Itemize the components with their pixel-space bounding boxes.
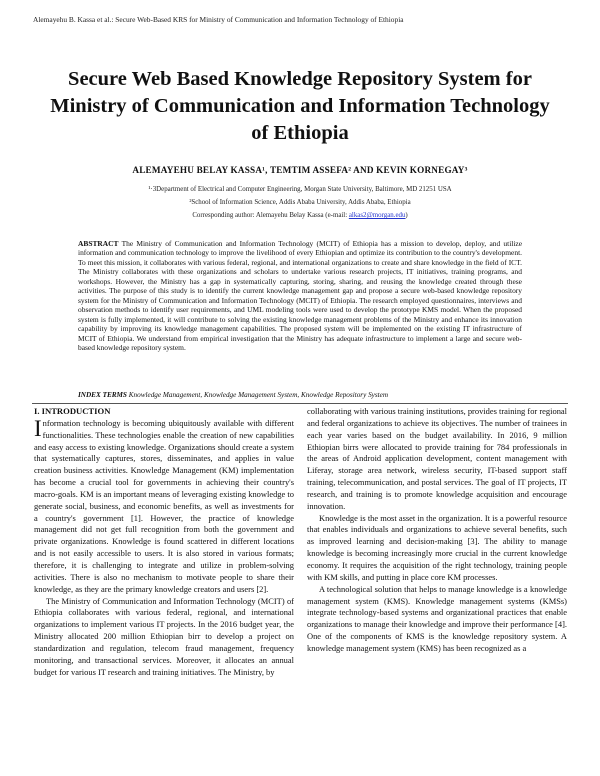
corresponding-author [40,211,560,221]
intro-paragraph-3: collaborating with various training institutions, provides training for regional and federal organizations to achieve its objectives. The number of trainees in each year varies based on the budget availability. In 2016, 9 million Ethiopian birrs were allocated to provide training for 784 professionals in the areas of Android application development, content management with Liferay, storage area network, wireless security, IT-based support staff training, telecommunication, and postal services. The goal of IT projects, IT research, and training is to promote knowledge acquisition and encourage innovation. [307,406,567,511]
right-column [307,406,567,655]
section-heading: I. INTRODUCTION [34,406,111,416]
abstract [78,239,522,352]
drop-cap: I [34,415,42,441]
paper-title: Secure Web Based Knowledge Repository System for Ministry of Communication and Information Technology of Ethiopia [50,68,550,144]
abstract-text: The Ministry of Communication and Information Technology (MCIT) of Ethiopia has a mission to develop, deploy, and utilize information and communication technology to improve the livelihood of every Ethiopian and optimize its contribution to the country's development. To meet this mission, it collaborates with various federal, regional, and international organizations to create and share knowledge in the field of ICT. The Ministry collaborates with these organizations and scholars to undertake various research projects, IT initiatives, training programs, and workshops. However, the Ministry has a gap in systematically capturing, storing, sharing, and reusing the knowledge created through these activities. The purpose of this study is to identify the current knowledge management gap and propose a secure web-based knowledge repository system for the Ministry of Communication and Information Technology (MCIT) of Ethiopia. The research employed questionnaires, interviews and observation methods to identify user requirements, and UML modeling tools were used to develop the prototype KMS model. When the proposed system is fully implemented, it will contribute to solving the existing knowledge management problems of the Ministry and enhance its innovation capability by improving its knowledge management capabilities. The proposed system will be implemented on the existing IT infrastructure of MCIT of Ethiopia. We understand from empirical investigation that the Ministry has adequate infrastructure to implement a large and secure web-based knowledge repository system. [78,239,522,352]
left-column [34,406,294,678]
intro-paragraph-1-text: nformation technology is becoming ubiquitously available with different functionalities. These technologies enable the creation of new capabilities and easy access to existing knowledge. Organizations should create a system that systematically captures, stores, disseminates, and applies in value creation business activities. Knowledge Management (KM) implementation has become a crucial tool for governments in achieving their country's macro-goals. KM is an important means of leveraging existing knowledge to generate social, business, and economic benefits, as well as investments for a country's government [1]. However, the practice of knowledge management did not get full recognition from both the government and private organizations. Knowledge is found scattered in different locations and is not easily accessible to users. It is also stored in various formats; therefore, it is challenging to integrate and utilize in problem-solving activities. There is also no mechanism to motivate people to share their knowledge, as they are the primary knowledge creators and users [2]. [34,417,294,594]
index-terms-text: Knowledge Management, Knowledge Management System, Knowledge Repository System [128,391,389,399]
section-divider [32,403,568,404]
intro-paragraph-4: Knowledge is the most asset in the organization. It is a powerful resource that enables individuals and organizations to achieve several benefits, such as improved learning and decision-making [3]. The ability to manage knowledge is becoming increasingly more crucial in the current knowledge economy. It requires the acquisition of the right technology, training people with KM skills, and putting in place core KM processes. [307,512,567,582]
affiliation-2: ²School of Information Science, Addis Ababa University, Addis Ababa, Ethiopia [189,199,411,206]
intro-paragraph-1 [34,415,294,596]
index-terms-label: INDEX TERMS [78,391,127,399]
abstract-label: ABSTRACT [78,239,119,248]
index-terms [78,391,522,400]
corresponding-prefix: Corresponding author: Alemayehu Belay Kassa (e-mail: [192,212,349,219]
corresponding-email-link[interactable]: alkas2@morgan.edu [348,212,406,219]
intro-paragraph-5: A technological solution that helps to manage knowledge is a knowledge management system (KMS). Knowledge management systems (KMSs) integrate technology-based systems and organizational practices that enable organizations to manage their knowledge and improve their performance [4]. One of the components of KMS is the knowledge repository system. A knowledge management system (KMS) has been recognized as a [307,583,567,653]
intro-paragraph-2: The Ministry of Communication and Information Technology (MCIT) of Ethiopia collaborates with various federal, regional, and international organizations to implement various IT projects. In the 2016 budget year, the Ministry allocated 200 million Ethiopian birr to develop a project on standardization and regulation, telecom fraud management, frequency monitoring, and transactional services. Moreover, it allocates an annual budget for various IT research and training initiatives. The Ministry, by [34,595,294,677]
corresponding-suffix: ) [405,212,408,219]
author-list: ALEMAYEHU BELAY KASSA¹, TEMTIM ASSEFA² AND KEVIN KORNEGAY³ [132,165,468,175]
running-head: Alemayehu B. Kassa et al.: Secure Web-Based KRS for Ministry of Communication and Information Technology of Ethiopia [33,15,404,24]
affiliation-1: ¹·3Department of Electrical and Computer Engineering, Morgan State University, Baltimore, MD 21251 USA [148,186,452,193]
